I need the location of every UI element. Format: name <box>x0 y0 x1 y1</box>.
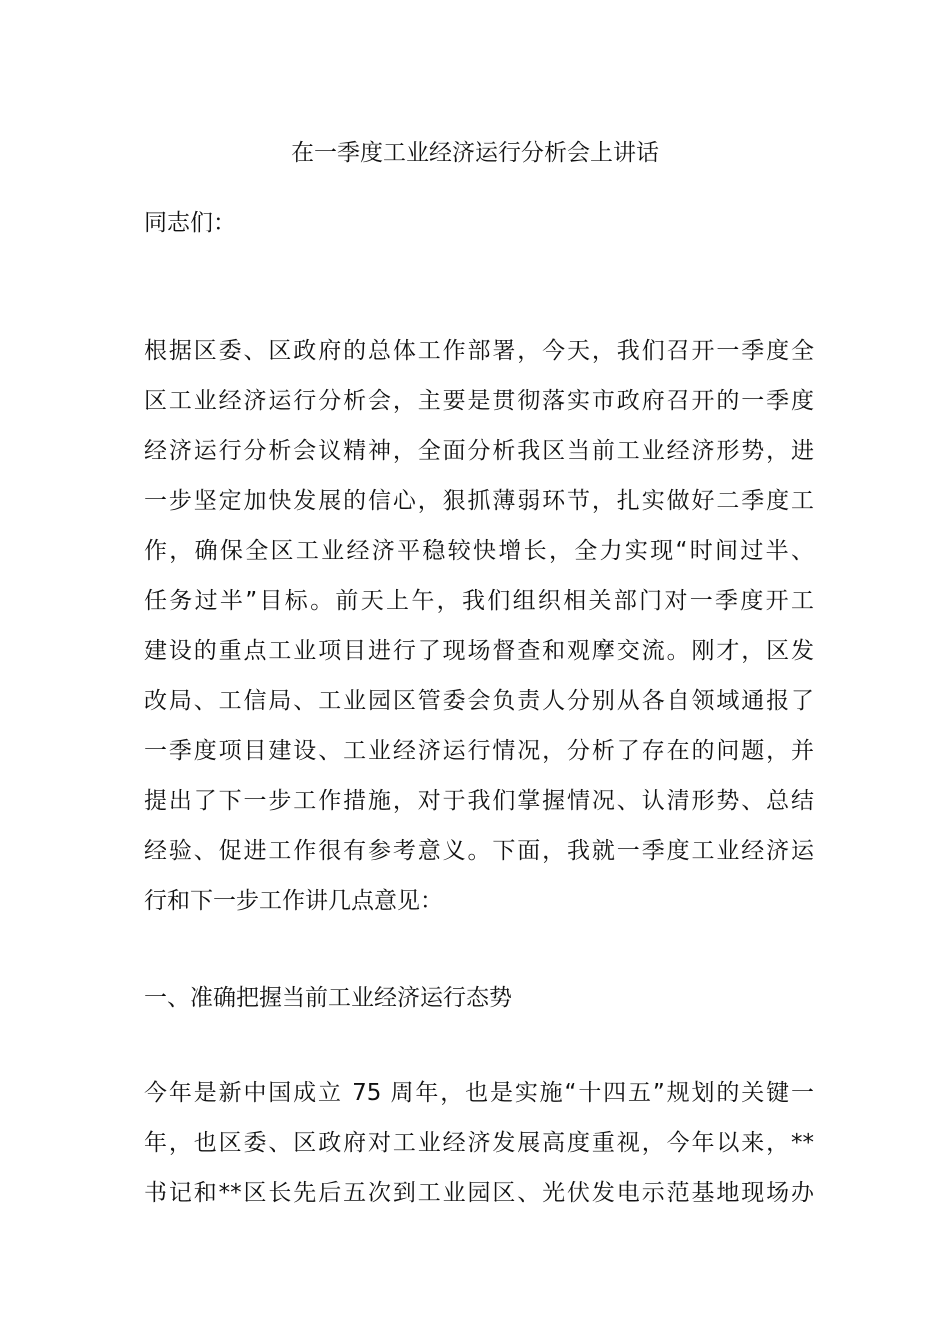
salutation <box>144 198 814 248</box>
paragraph-line: 年，也区委、区政府对工业经济发展高度重视，今年以来，** <box>144 1130 814 1156</box>
paragraph-line: 经济运行分析会议精神，全面分析我区当前工业经济形势，进 <box>144 438 814 464</box>
paragraph-line: 建设的重点工业项目进行了现场督查和观摩交流。刚才，区发 <box>144 638 814 664</box>
paragraph-line: 根据区委、区政府的总体工作部署，今天，我们召开一季度全 <box>144 338 814 364</box>
paragraph-line: 改局、工信局、工业园区管委会负责人分别从各自领域通报了 <box>144 688 814 714</box>
document-title: 在一季度工业经济运行分析会上讲话 <box>291 140 659 166</box>
paragraph-intro <box>144 326 814 926</box>
paragraph-line: 提出了下一步工作措施，对于我们掌握情况、认清形势、总结 <box>144 788 814 814</box>
paragraph-line: 经验、促进工作很有参考意义。下面，我就一季度工业经济运 <box>144 838 814 864</box>
paragraph-line: 区工业经济运行分析会，主要是贯彻落实市政府召开的一季度 <box>144 388 814 414</box>
paragraph-line: 书记和**区长先后五次到工业园区、光伏发电示范基地现场办 <box>144 1180 814 1206</box>
paragraph-line: 任务过半”目标。前天上午，我们组织相关部门对一季度开工 <box>144 588 814 614</box>
section-heading-text: 一、准确把握当前工业经济运行态势 <box>144 985 512 1011</box>
section-heading <box>144 973 814 1023</box>
paragraph-line: 行和下一步工作讲几点意见： <box>144 888 443 914</box>
paragraph-line: 今年是新中国成立 75 周年，也是实施“十四五”规划的关键一 <box>144 1080 814 1106</box>
paragraph-line: 一季度项目建设、工业经济运行情况，分析了存在的问题，并 <box>144 738 814 764</box>
paragraph-line: 一步坚定加快发展的信心，狠抓薄弱环节，扎实做好二季度工 <box>144 488 814 514</box>
salutation-text: 同志们： <box>144 210 236 236</box>
paragraph-line: 作，确保全区工业经济平稳较快增长，全力实现“时间过半、 <box>144 538 814 564</box>
paragraph-section1 <box>144 1068 814 1218</box>
